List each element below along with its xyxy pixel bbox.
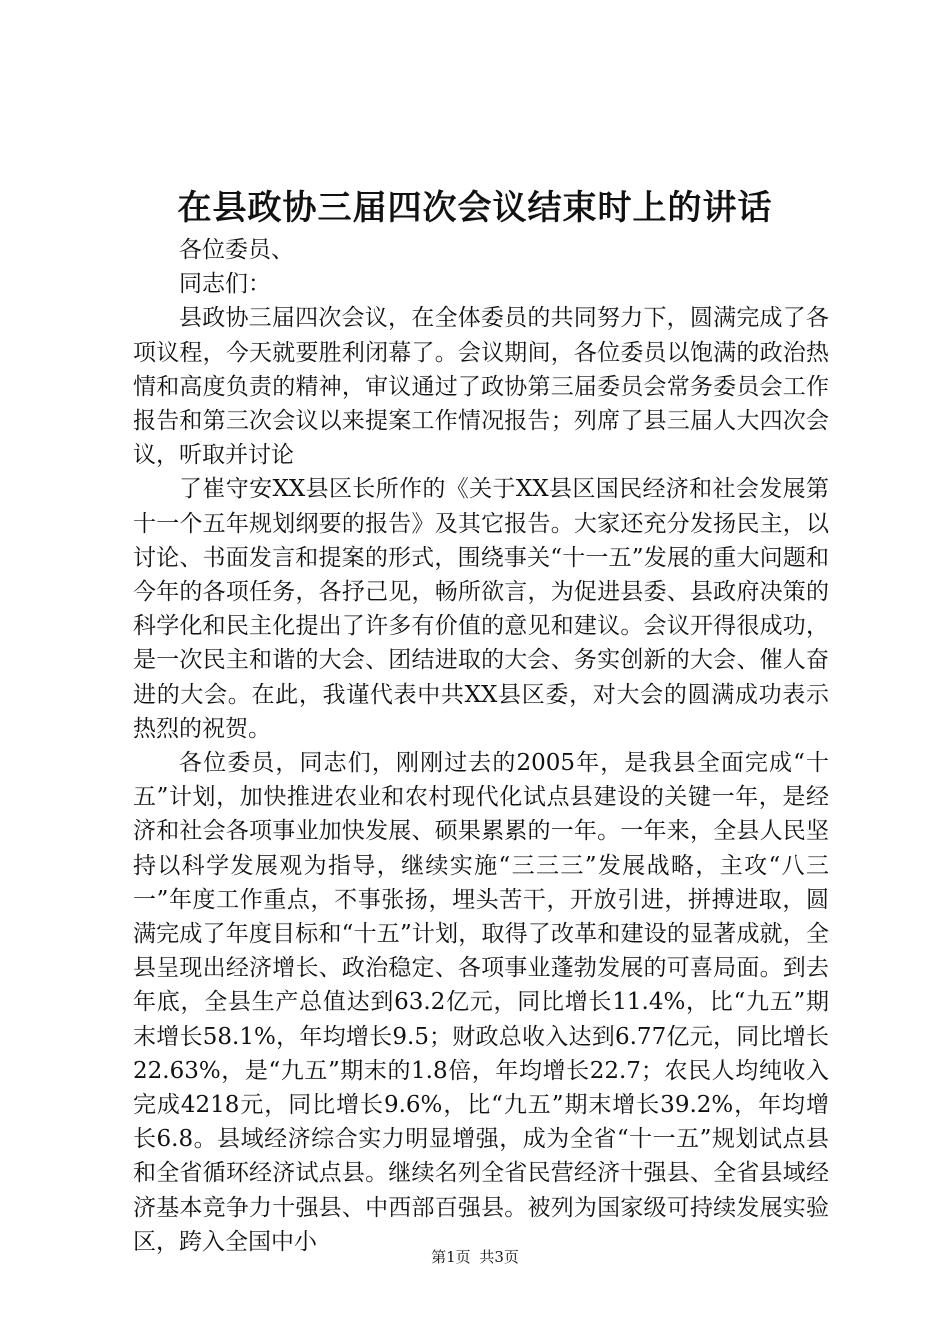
- body-paragraph: 县政协三届四次会议，在全体委员的共同努力下，圆满完成了各项议程，今天就要胜利闭幕了。会议期间，各位委员以饱满的政治热情和高度负责的精神，审议通过了政协第三届委员会常务委员会工作报告和第三次会议以来提案工作情况报告；列席了县三届人大四次会议，听取并讨论: [133, 305, 829, 469]
- page-footer: 第1页 共3页: [431, 1248, 519, 1266]
- body-paragraph: 各位委员，同志们，刚刚过去的2005年，是我县全面完成“十五”计划，加快推进农业和农村现代化试点县建设的关键一年，是经济和社会各项事业加快发展、硕果累累的一年。一年来，全县人民坚持以科学发展观为指导，继续实施“三三三”发展战略，主攻“八三一”年度工作重点，不事张扬，埋头苦干，开放引进，拼搏进取，圆满完成了年度目标和“十五”计划，取得了改革和建设的显著成就，全县呈现出经济增长、政治稳定、各项事业蓬勃发展的可喜局面。到去年底，全县生产总值达到63.2亿元，同比增长11.4%，比“九五”期末增长58.1%，年均增长9.5；财政总收入达到6.77亿元，同比增长22.63%，是“九五”期末的1.8倍，年均增长22.7；农民人均纯收入完成4218元，同比增长9.6%，比“九五”期末增长39.2%，年均增长6.8。县域经济综合实力明显增强，成为全省“十一五”规划试点县和全省循环经济试点县。继续名列全省民营经济十强县、全省县域经济基本竞争力十强县、中西部百强县。被列为国家级可持续发展实验区，跨入全国中小: [133, 750, 829, 1255]
- body-paragraph: 了崔守安XX县区长所作的《关于XX县区国民经济和社会发展第十一个五年规划纲要的报告》及其它报告。大家还充分发扬民主，以讨论、书面发言和提案的形式，围绕事关“十一五”发展的重大问题和今年的各项任务，各抒己见，畅所欲言，为促进县委、县政府决策的科学化和民主化提出了许多有价值的意见和建议。会议开得很成功，是一次民主和谐的大会、团结进取的大会、务实创新的大会、催人奋进的大会。在此，我谨代表中共XX县区委，对大会的圆满成功表示热烈的祝贺。: [133, 476, 829, 742]
- salutation-line: 同志们：: [179, 271, 271, 298]
- salutation-line: 各位委员、: [179, 237, 294, 263]
- document-title: 在县政协三届四次会议结束时上的讲话: [177, 188, 773, 228]
- document-body: [133, 233, 829, 1259]
